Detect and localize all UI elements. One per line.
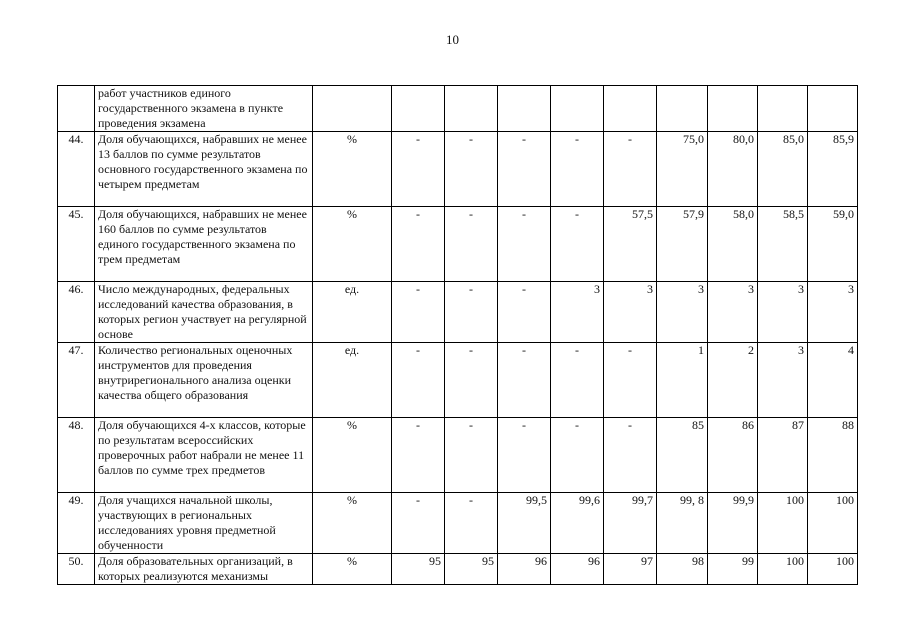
value-cell: 85,0 xyxy=(758,132,808,207)
value-cell: - xyxy=(551,343,604,418)
indicator-description: Доля обучающихся, набравших не менее 160 баллов по сумме результатов единого государственного экзамена по трем предметам xyxy=(95,207,313,282)
value-cell: 58,0 xyxy=(708,207,758,282)
value-cell: 80,0 xyxy=(708,132,758,207)
value-cell: 96 xyxy=(498,554,551,585)
value-cell: - xyxy=(551,418,604,493)
value-cell: 99,7 xyxy=(604,493,657,554)
indicator-description: Доля учащихся начальной школы, участвующих в региональных исследованиях уровня предметной обученности xyxy=(95,493,313,554)
value-cell xyxy=(392,86,445,132)
value-cell: - xyxy=(445,493,498,554)
unit-cell: % xyxy=(313,493,392,554)
indicator-description: Количество региональных оценочных инструментов для проведения внутрирегионального анализа оценки качества общего образования xyxy=(95,343,313,418)
value-cell: 95 xyxy=(445,554,498,585)
table-row xyxy=(58,282,858,343)
value-cell: 100 xyxy=(758,493,808,554)
row-number: 49. xyxy=(58,493,95,554)
value-cell: - xyxy=(392,343,445,418)
value-cell: - xyxy=(445,207,498,282)
value-cell: 100 xyxy=(808,554,858,585)
value-cell: 99,9 xyxy=(708,493,758,554)
value-cell: - xyxy=(498,207,551,282)
table-row xyxy=(58,86,858,132)
row-number: 48. xyxy=(58,418,95,493)
value-cell: 58,5 xyxy=(758,207,808,282)
value-cell: - xyxy=(392,418,445,493)
row-number: 50. xyxy=(58,554,95,585)
value-cell xyxy=(808,86,858,132)
value-cell xyxy=(445,86,498,132)
value-cell: 100 xyxy=(808,493,858,554)
unit-cell xyxy=(313,86,392,132)
indicator-description: Доля образовательных организаций, в которых реализуются механизмы xyxy=(95,554,313,585)
value-cell: 97 xyxy=(604,554,657,585)
value-cell xyxy=(758,86,808,132)
value-cell: 3 xyxy=(808,282,858,343)
value-cell: - xyxy=(392,132,445,207)
value-cell: 85,9 xyxy=(808,132,858,207)
value-cell: - xyxy=(604,418,657,493)
value-cell: 3 xyxy=(758,343,808,418)
value-cell: - xyxy=(551,132,604,207)
indicator-description: Доля обучающихся 4-х классов, которые по результатам всероссийских проверочных работ набрали не менее 11 баллов по сумме трех предметов xyxy=(95,418,313,493)
value-cell: - xyxy=(445,132,498,207)
indicator-description: Число международных, федеральных исследований качества образования, в которых регион участвует на регулярной основе xyxy=(95,282,313,343)
value-cell: 75,0 xyxy=(657,132,708,207)
value-cell: - xyxy=(604,343,657,418)
table-row xyxy=(58,343,858,418)
page-number: 10 xyxy=(446,32,459,47)
value-cell: - xyxy=(392,207,445,282)
row-number: 45. xyxy=(58,207,95,282)
value-cell: - xyxy=(498,343,551,418)
unit-cell: ед. xyxy=(313,343,392,418)
unit-cell: % xyxy=(313,418,392,493)
value-cell: 3 xyxy=(604,282,657,343)
value-cell: 99 xyxy=(708,554,758,585)
value-cell: 99, 8 xyxy=(657,493,708,554)
value-cell xyxy=(657,86,708,132)
value-cell xyxy=(498,86,551,132)
row-number: 47. xyxy=(58,343,95,418)
value-cell: 57,9 xyxy=(657,207,708,282)
unit-cell: % xyxy=(313,554,392,585)
table-row xyxy=(58,418,858,493)
value-cell: 57,5 xyxy=(604,207,657,282)
row-number xyxy=(58,86,95,132)
value-cell: - xyxy=(498,418,551,493)
indicators-table xyxy=(57,85,858,585)
value-cell: 96 xyxy=(551,554,604,585)
value-cell: 59,0 xyxy=(808,207,858,282)
indicator-description: работ участников единого государственного экзамена в пункте проведения экзамена xyxy=(95,86,313,132)
row-number: 44. xyxy=(58,132,95,207)
unit-cell: ед. xyxy=(313,282,392,343)
value-cell: - xyxy=(551,207,604,282)
value-cell: 3 xyxy=(551,282,604,343)
table-row xyxy=(58,132,858,207)
value-cell: 87 xyxy=(758,418,808,493)
table-row xyxy=(58,554,858,585)
value-cell: - xyxy=(498,132,551,207)
row-number: 46. xyxy=(58,282,95,343)
value-cell xyxy=(708,86,758,132)
value-cell: - xyxy=(445,282,498,343)
indicator-description: Доля обучающихся, набравших не менее 13 баллов по сумме результатов основного государственного экзамена по четырем предметам xyxy=(95,132,313,207)
table-row xyxy=(58,493,858,554)
value-cell: 1 xyxy=(657,343,708,418)
value-cell: 95 xyxy=(392,554,445,585)
value-cell: - xyxy=(392,282,445,343)
value-cell: 100 xyxy=(758,554,808,585)
value-cell: - xyxy=(498,282,551,343)
value-cell: 3 xyxy=(657,282,708,343)
value-cell: - xyxy=(392,493,445,554)
value-cell xyxy=(604,86,657,132)
value-cell: 2 xyxy=(708,343,758,418)
value-cell xyxy=(551,86,604,132)
value-cell: 4 xyxy=(808,343,858,418)
value-cell: 99,6 xyxy=(551,493,604,554)
value-cell: 3 xyxy=(758,282,808,343)
value-cell: 98 xyxy=(657,554,708,585)
value-cell: - xyxy=(445,343,498,418)
value-cell: 86 xyxy=(708,418,758,493)
value-cell: - xyxy=(604,132,657,207)
value-cell: 85 xyxy=(657,418,708,493)
unit-cell: % xyxy=(313,132,392,207)
table-row xyxy=(58,207,858,282)
value-cell: 3 xyxy=(708,282,758,343)
unit-cell: % xyxy=(313,207,392,282)
value-cell: - xyxy=(445,418,498,493)
value-cell: 88 xyxy=(808,418,858,493)
value-cell: 99,5 xyxy=(498,493,551,554)
